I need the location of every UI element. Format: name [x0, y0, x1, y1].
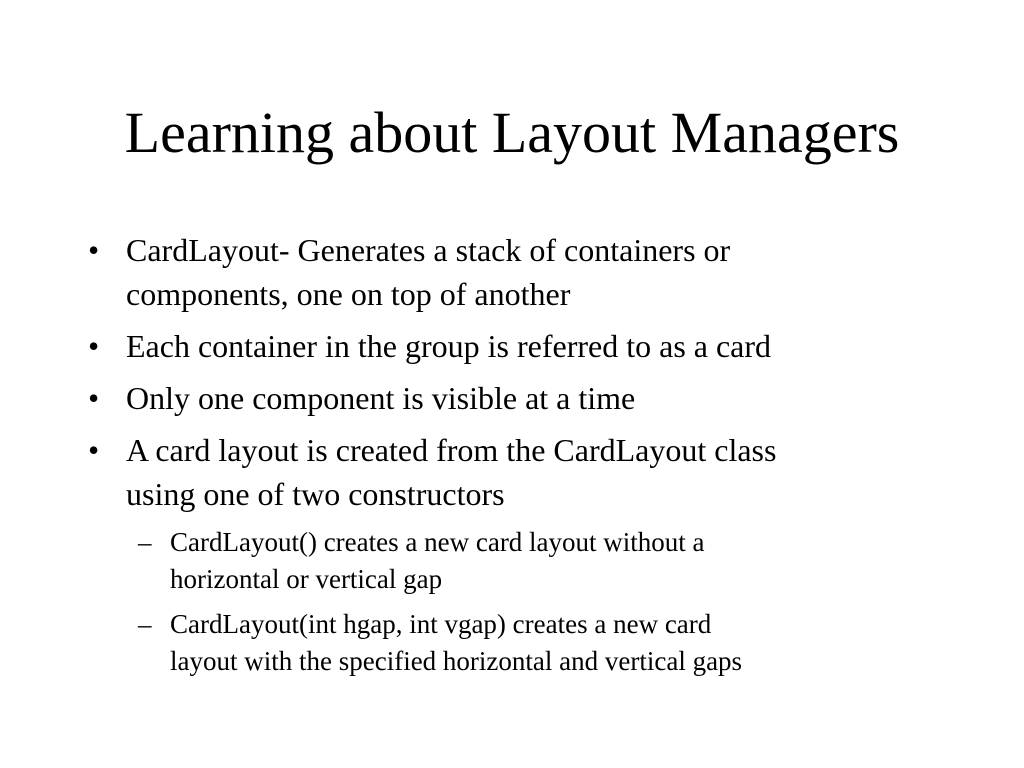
dash-icon: –	[138, 527, 152, 557]
bullet-item	[88, 228, 968, 316]
bullet-text-line: components, one on top of another	[126, 276, 571, 312]
sub-bullet-text-line: CardLayout(int hgap, int vgap) creates a new card	[170, 609, 712, 639]
sub-bullet-item	[88, 524, 968, 598]
bullet-icon: •	[88, 432, 100, 468]
bullet-item	[88, 376, 968, 420]
bullet-text-line: Only one component is visible at a time	[126, 380, 636, 416]
bullet-text-line: Each container in the group is referred to as a card	[126, 328, 772, 364]
bullet-icon: •	[88, 328, 100, 364]
slide-title: Learning about Layout Managers	[124, 100, 900, 165]
bullet-text-line: using one of two constructors	[126, 476, 505, 512]
bullet-item	[88, 324, 968, 368]
sub-bullet-text-line: layout with the specified horizontal and vertical gaps	[170, 646, 743, 676]
sub-bullet-text-line: CardLayout() creates a new card layout without a	[170, 527, 705, 557]
bullet-item	[88, 428, 968, 516]
slide-body	[88, 228, 968, 688]
sub-bullet-item	[88, 606, 968, 680]
dash-icon: –	[138, 609, 152, 639]
bullet-text-line: A card layout is created from the CardLayout class	[126, 432, 777, 468]
bullet-icon: •	[88, 232, 100, 268]
bullet-text-line: CardLayout- Generates a stack of containers or	[126, 232, 731, 268]
bullet-icon: •	[88, 380, 100, 416]
sub-bullet-text-line: horizontal or vertical gap	[170, 564, 443, 594]
